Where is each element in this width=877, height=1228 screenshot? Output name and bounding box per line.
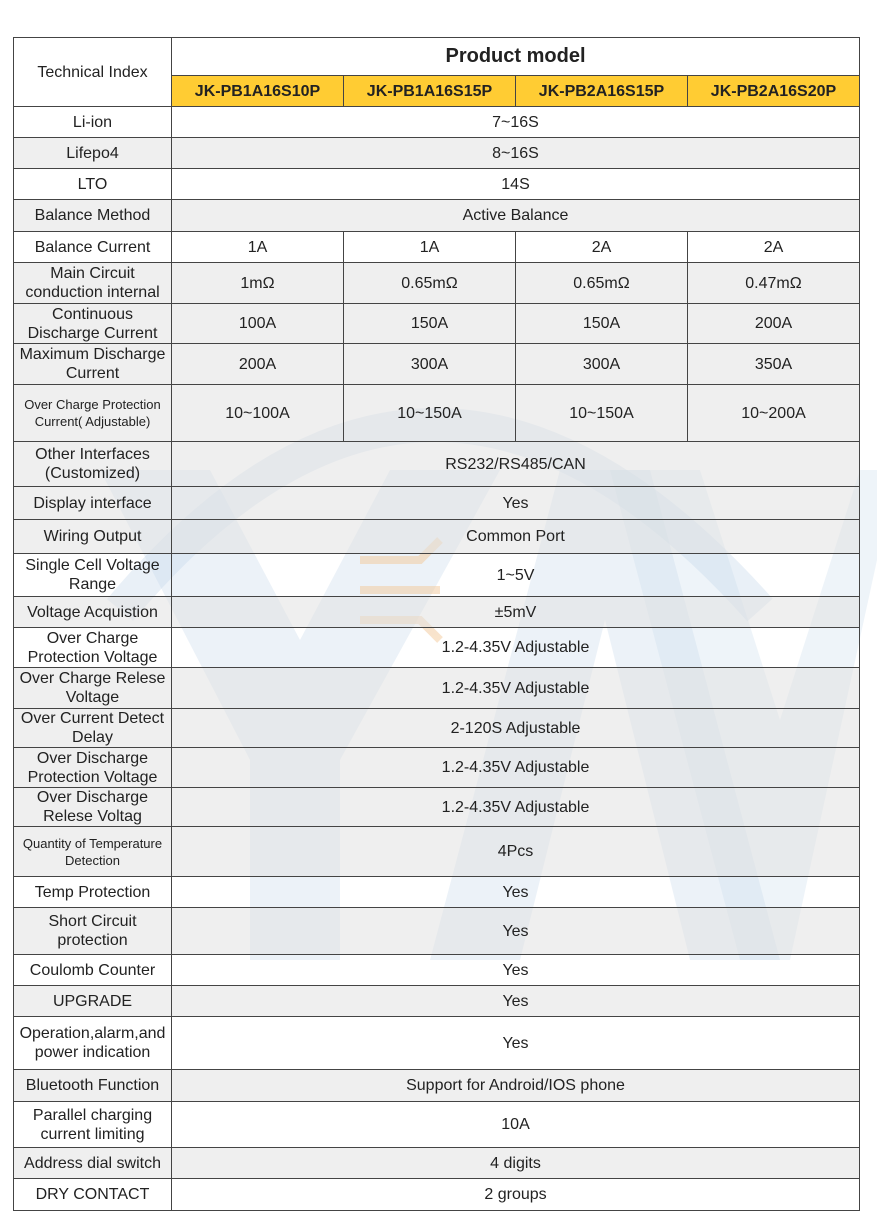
row-value: 1.2-4.35V Adjustable <box>172 748 860 788</box>
row-value: 1.2-4.35V Adjustable <box>172 788 860 827</box>
table-row <box>14 304 860 344</box>
table-row <box>14 487 860 520</box>
table-row <box>14 788 860 827</box>
row-value: 8~16S <box>172 138 860 169</box>
row-value: 14S <box>172 169 860 200</box>
row-label: Voltage Acquistion <box>14 597 172 628</box>
row-value: 300A <box>344 344 516 385</box>
row-label: Balance Method <box>14 200 172 232</box>
row-label: Quantity of Temperature Detection <box>14 827 172 877</box>
table-row <box>14 877 860 908</box>
row-value: Yes <box>172 487 860 520</box>
model-header: JK-PB2A16S15P <box>516 76 688 107</box>
row-value: 2 groups <box>172 1179 860 1211</box>
row-label: Lifepo4 <box>14 138 172 169</box>
row-value: 200A <box>688 304 860 344</box>
table-row <box>14 986 860 1017</box>
row-value: 2A <box>688 232 860 263</box>
row-label: UPGRADE <box>14 986 172 1017</box>
row-value: 200A <box>172 344 344 385</box>
table-row <box>14 107 860 138</box>
technical-index-header: Technical Index <box>14 38 172 107</box>
row-label: Balance Current <box>14 232 172 263</box>
table-row <box>14 344 860 385</box>
row-label: Other Interfaces (Customized) <box>14 442 172 487</box>
row-value: Yes <box>172 877 860 908</box>
row-label: Bluetooth Function <box>14 1070 172 1102</box>
row-value: 2A <box>516 232 688 263</box>
row-value: Yes <box>172 955 860 986</box>
row-value: 1A <box>344 232 516 263</box>
row-label: Short Circuit protection <box>14 908 172 955</box>
model-header: JK-PB2A16S20P <box>688 76 860 107</box>
row-value: 7~16S <box>172 107 860 138</box>
row-label: Temp Protection <box>14 877 172 908</box>
row-label: Over Discharge Protection Voltage <box>14 748 172 788</box>
table-row <box>14 1070 860 1102</box>
table-row <box>14 1179 860 1211</box>
row-value: 10~150A <box>516 385 688 442</box>
row-value: 350A <box>688 344 860 385</box>
row-value: Yes <box>172 908 860 955</box>
row-value: ±5mV <box>172 597 860 628</box>
row-label: Over Current Detect Delay <box>14 709 172 748</box>
product-model-header: Product model <box>172 38 860 76</box>
model-header: JK-PB1A16S10P <box>172 76 344 107</box>
row-value: 10~200A <box>688 385 860 442</box>
table-row <box>14 1017 860 1070</box>
table-row <box>14 827 860 877</box>
row-label: Parallel charging current limiting <box>14 1102 172 1148</box>
row-value: 4 digits <box>172 1148 860 1179</box>
model-header: JK-PB1A16S15P <box>344 76 516 107</box>
row-label: Over Charge Relese Voltage <box>14 668 172 709</box>
table-row <box>14 668 860 709</box>
row-value: 1.2-4.35V Adjustable <box>172 628 860 668</box>
row-value: RS232/RS485/CAN <box>172 442 860 487</box>
row-value: 1A <box>172 232 344 263</box>
row-label: Li-ion <box>14 107 172 138</box>
table-row <box>14 520 860 554</box>
table-row <box>14 442 860 487</box>
row-label: Maximum Discharge Current <box>14 344 172 385</box>
row-value: 10~100A <box>172 385 344 442</box>
table-row <box>14 1102 860 1148</box>
table-row <box>14 1148 860 1179</box>
table-row <box>14 628 860 668</box>
table-row <box>14 748 860 788</box>
row-value: 4Pcs <box>172 827 860 877</box>
row-label: Over Charge Protection Current( Adjustable) <box>14 385 172 442</box>
row-label: Continuous Discharge Current <box>14 304 172 344</box>
row-value: 10A <box>172 1102 860 1148</box>
row-label: DRY CONTACT <box>14 1179 172 1211</box>
row-value: 10~150A <box>344 385 516 442</box>
row-label: Operation,alarm,and power indication <box>14 1017 172 1070</box>
row-value: 0.65mΩ <box>516 263 688 304</box>
row-label: LTO <box>14 169 172 200</box>
row-value: Support for Android/IOS phone <box>172 1070 860 1102</box>
row-label: Address dial switch <box>14 1148 172 1179</box>
row-value: 150A <box>516 304 688 344</box>
row-value: 150A <box>344 304 516 344</box>
row-value: 0.65mΩ <box>344 263 516 304</box>
table-row <box>14 263 860 304</box>
row-value: Common Port <box>172 520 860 554</box>
table-row <box>14 597 860 628</box>
row-value: 2-120S Adjustable <box>172 709 860 748</box>
row-label: Over Discharge Relese Voltag <box>14 788 172 827</box>
row-value: 1.2-4.35V Adjustable <box>172 668 860 709</box>
row-value: 100A <box>172 304 344 344</box>
row-label: Wiring Output <box>14 520 172 554</box>
table-row <box>14 138 860 169</box>
row-value: Yes <box>172 986 860 1017</box>
row-value: 1~5V <box>172 554 860 597</box>
row-label: Single Cell Voltage Range <box>14 554 172 597</box>
table-row <box>14 955 860 986</box>
table-row <box>14 169 860 200</box>
table-row <box>14 232 860 263</box>
table-row <box>14 200 860 232</box>
table-row <box>14 385 860 442</box>
table-row <box>14 554 860 597</box>
table-row <box>14 709 860 748</box>
row-value: Active Balance <box>172 200 860 232</box>
row-label: Main Circuit conduction internal <box>14 263 172 304</box>
row-label: Display interface <box>14 487 172 520</box>
row-value: Yes <box>172 1017 860 1070</box>
row-value: 300A <box>516 344 688 385</box>
row-value: 1mΩ <box>172 263 344 304</box>
row-label: Coulomb Counter <box>14 955 172 986</box>
spec-table <box>13 37 860 1211</box>
table-row <box>14 908 860 955</box>
row-label: Over Charge Protection Voltage <box>14 628 172 668</box>
row-value: 0.47mΩ <box>688 263 860 304</box>
